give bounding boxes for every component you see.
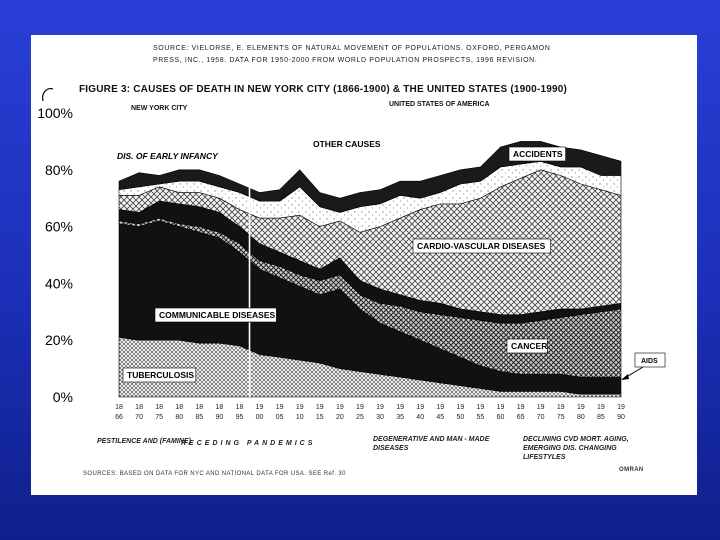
label-other-causes xyxy=(313,139,381,149)
y-tick-label: 20% xyxy=(44,332,73,349)
x-tick-label: 19 85 xyxy=(597,404,605,421)
caption-degenerative: DEGENERATIVE AND MAN - MADE DISEASES xyxy=(373,436,490,452)
label-tuberculosis xyxy=(123,368,196,382)
label-cancer xyxy=(507,339,547,353)
x-tick-label: 19 15 xyxy=(315,404,324,421)
footer-sources: SOURCES: BASED ON DATA FOR NYC AND NATIONAL DATA FOR USA. SEE Ref. 30 xyxy=(83,471,346,477)
x-tick-label: 18 66 xyxy=(115,404,123,421)
chart-title: FIGURE 3: CAUSES OF DEATH IN NEW YORK CITY (1866-1900) & THE UNITED STATES (1900-1990) xyxy=(79,84,568,95)
svg-text:CARDIO-VASCULAR DISEASES: CARDIO-VASCULAR DISEASES xyxy=(417,241,546,251)
caption-pestilence: PESTILENCE AND (FAMINE) xyxy=(97,438,191,445)
source-note-line-1: SOURCE: VIELORSE, E. ELEMENTS OF NATURAL MOVEMENT OF POPULATIONS. OXFORD, PERGAMON xyxy=(153,45,551,52)
svg-text:AIDS: AIDS xyxy=(641,358,658,365)
x-tick-label: 19 55 xyxy=(476,404,485,421)
footer-author: OMRAN xyxy=(619,467,644,473)
x-tick-label: 18 85 xyxy=(195,404,204,421)
chart-area xyxy=(31,35,697,495)
x-tick-label: 19 05 xyxy=(275,404,284,421)
svg-text:OTHER CAUSES: OTHER CAUSES xyxy=(313,139,381,149)
label-communicable-diseases xyxy=(155,308,276,322)
x-tick-label: 18 70 xyxy=(135,404,143,421)
label-accidents xyxy=(509,147,566,161)
x-tick-label: 19 10 xyxy=(295,404,304,421)
slide-panel xyxy=(31,35,697,495)
x-tick-label: 19 65 xyxy=(516,404,525,421)
source-note-line-2: PRESS, INC., 1958. DATA FOR 1950-2000 FROM WORLD POPULATION PROSPECTS, 1996 REVISION. xyxy=(153,57,538,64)
x-tick-label: 19 90 xyxy=(617,404,625,421)
label-early-infancy xyxy=(117,151,219,161)
x-tick-label: 18 75 xyxy=(155,404,164,421)
y-tick-label: 60% xyxy=(44,218,73,235)
x-tick-label: 19 35 xyxy=(396,404,405,421)
y-tick-label: 80% xyxy=(44,161,73,178)
x-tick-label: 19 45 xyxy=(436,404,445,421)
caption-receding: RECEDING PANDEMICS xyxy=(181,440,316,447)
x-tick-label: 19 60 xyxy=(496,404,505,421)
label-cardio-vascular xyxy=(413,239,551,253)
x-tick-label: 19 25 xyxy=(356,404,364,421)
svg-text:CANCER: CANCER xyxy=(511,341,548,351)
x-tick-label: 19 50 xyxy=(456,404,465,421)
x-tick-label: 19 80 xyxy=(576,404,585,421)
x-tick-label: 19 20 xyxy=(335,404,344,421)
x-tick-label: 19 00 xyxy=(255,404,264,421)
region-label-nyc: NEW YORK CITY xyxy=(131,105,188,112)
y-tick-label: 100% xyxy=(37,105,73,121)
x-tick-label: 18 95 xyxy=(235,404,244,421)
svg-text:ACCIDENTS: ACCIDENTS xyxy=(513,149,563,159)
x-tick-label: 19 30 xyxy=(376,404,384,421)
svg-text:TUBERCULOSIS: TUBERCULOSIS xyxy=(127,370,195,380)
x-tick-label: 19 40 xyxy=(416,404,425,421)
y-tick-label: 40% xyxy=(44,275,73,292)
y-tick-label: 0% xyxy=(52,389,73,405)
region-label-usa: UNITED STATES OF AMERICA xyxy=(389,101,490,108)
x-tick-label: 18 90 xyxy=(215,404,224,421)
x-tick-label: 19 70 xyxy=(536,404,545,421)
x-tick-label: 19 75 xyxy=(556,404,565,421)
caption-declining: DECLINING CVD MORT. AGING, EMERGING DIS. CHANGING LIFESTYLES xyxy=(523,436,629,461)
svg-text:DIS. OF EARLY INFANCY: DIS. OF EARLY INFANCY xyxy=(117,151,218,161)
svg-text:COMMUNICABLE DISEASES: COMMUNICABLE DISEASES xyxy=(159,310,276,320)
x-tick-label: 18 80 xyxy=(175,404,184,421)
hand-mark xyxy=(43,89,53,101)
label-aids xyxy=(621,353,665,380)
